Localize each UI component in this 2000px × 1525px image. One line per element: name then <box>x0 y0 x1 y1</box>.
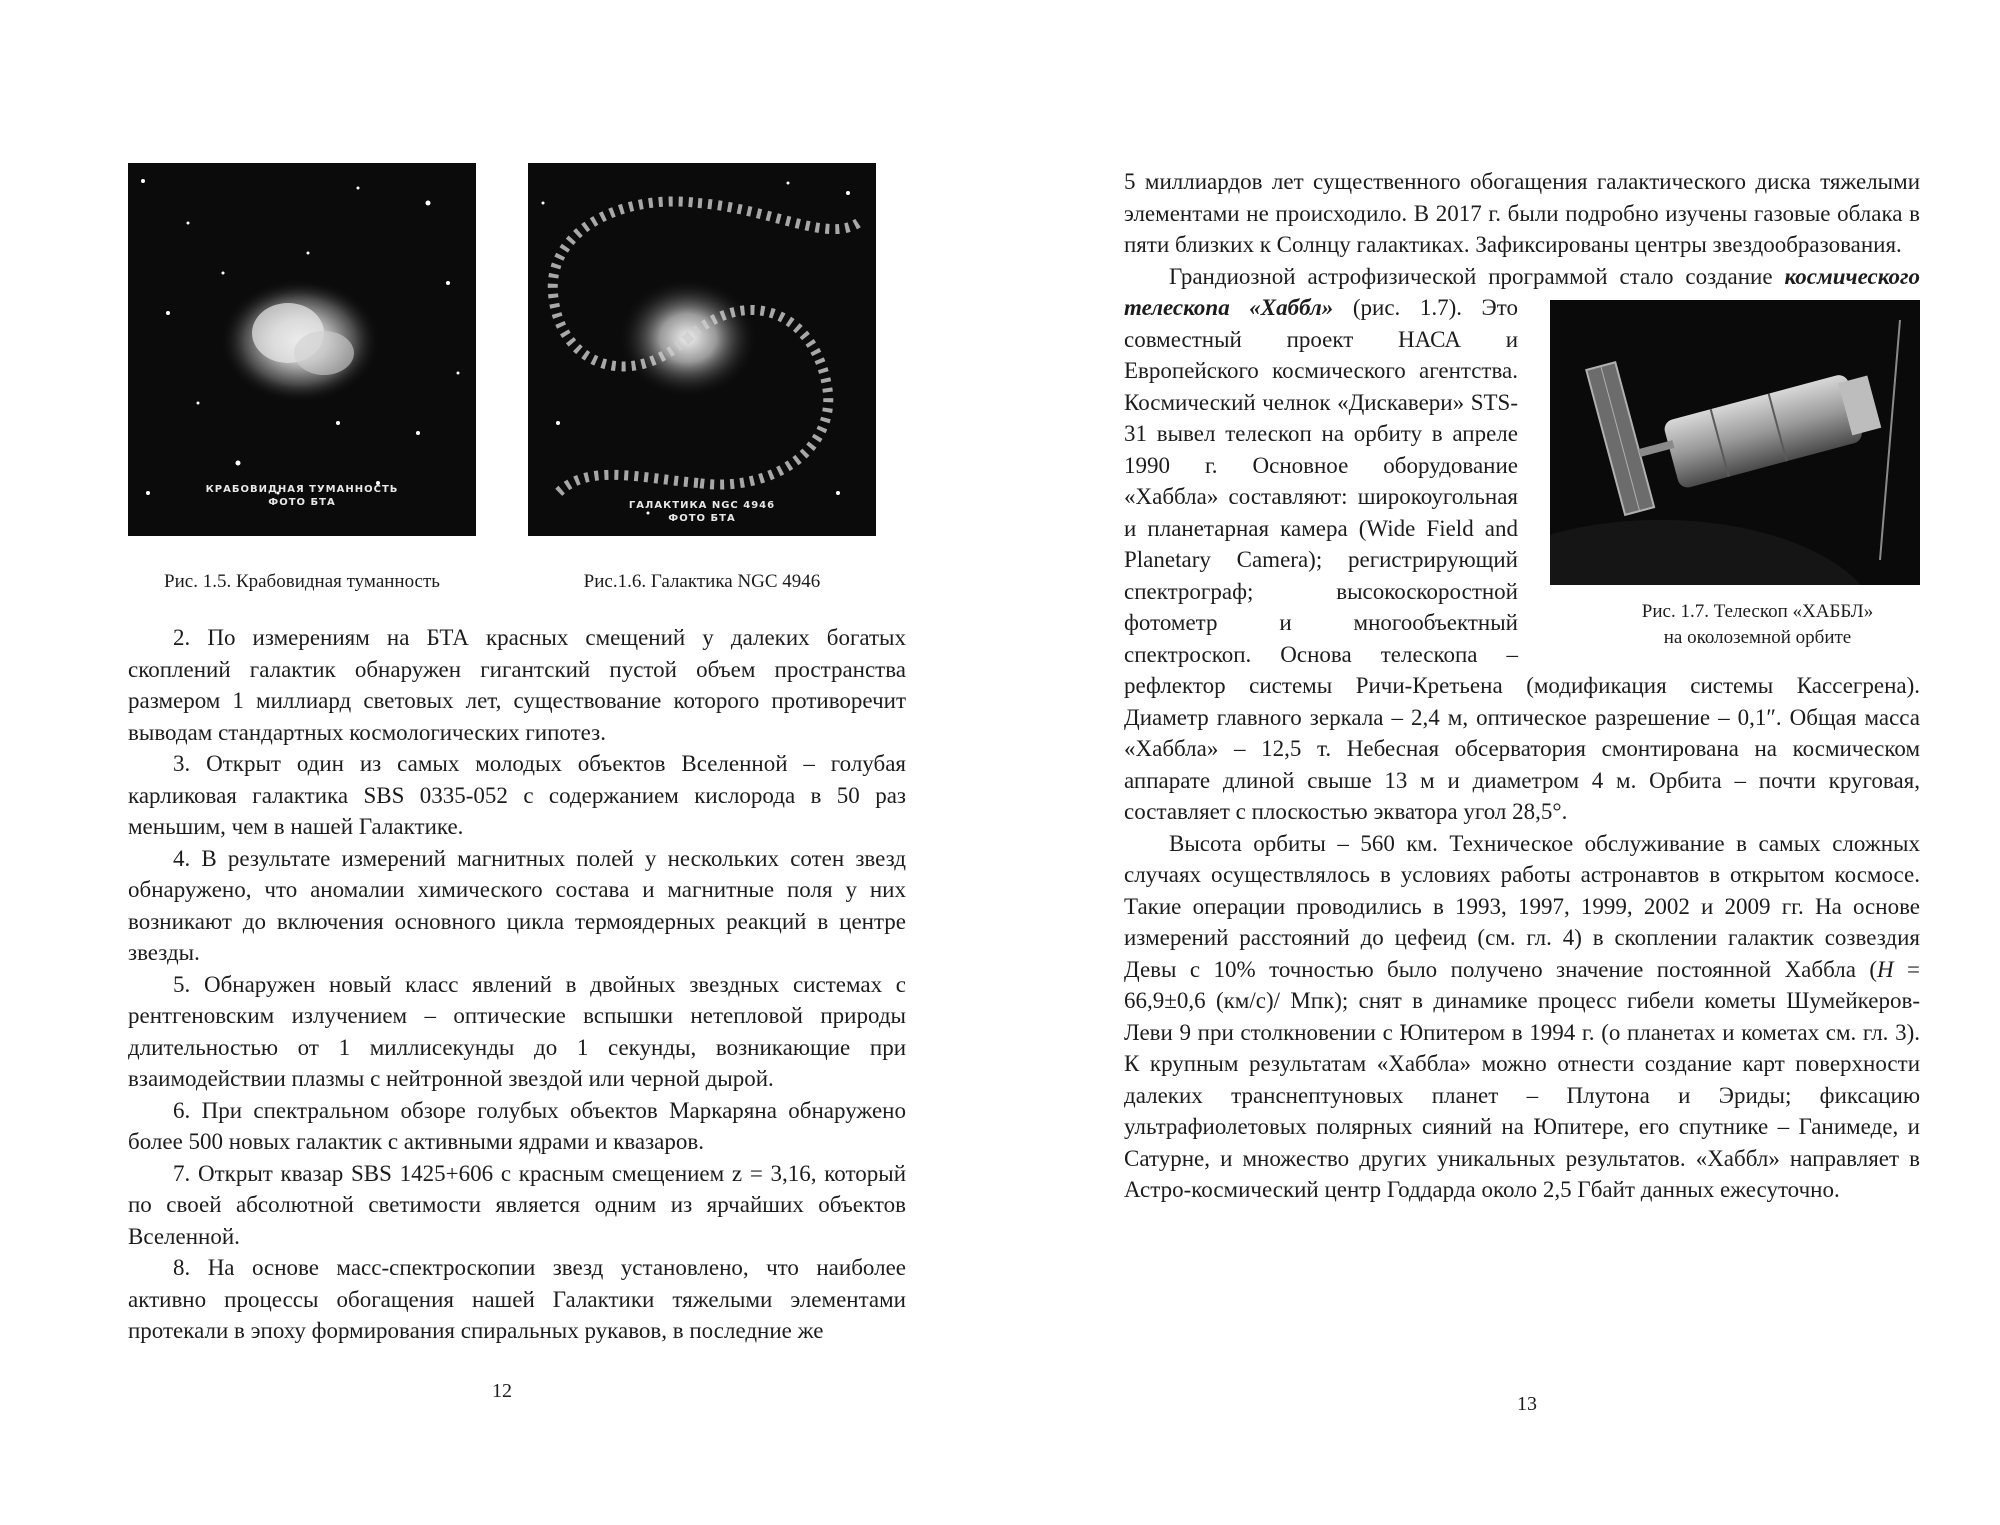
paragraph: 5 миллиардов лет существенного обогащения галактического диска тяжелыми элементами не происходило. В 2017 г. были подробно изучены газовые облака в пяти близких к Солнцу галактиках. Зафиксированы центры звездообразования. <box>1124 169 1920 257</box>
paragraph <box>1124 261 1920 828</box>
caption-line: Рис. 1.7. Телескоп «ХАББЛ» <box>1641 601 1874 622</box>
photo-label-line: ФОТО БТА <box>268 497 336 508</box>
variable-h: H <box>1876 956 1894 982</box>
paragraph: 6. При спектральном обзоре голубых объектов Маркаряна обнаружено более 500 новых галактик с активными ядрами и квазаров. <box>128 1097 906 1154</box>
photo-label-line: КРАБОВИДНАЯ ТУМАННОСТЬ <box>205 484 399 495</box>
page-number: 12 <box>492 1380 512 1402</box>
photo-label-line: ГАЛАКТИКА NGC 4946 <box>628 500 776 511</box>
paragraph: 3. Открыт один из самых молодых объектов Вселенной – голубая карликовая галактика SBS 0335-052 с содержанием кислорода в 50 раз меньшим, чем в нашей Галактике. <box>128 751 906 839</box>
crab-nebula-photo <box>128 163 476 536</box>
hubble-figure <box>1550 300 1920 651</box>
figure-caption: Рис.1.6. Галактика NGC 4946 <box>583 571 821 592</box>
figure-caption: Рис. 1.5. Крабовидная туманность <box>164 571 440 592</box>
figure-caption <box>1550 599 1920 651</box>
caption-line: на околоземной орбите <box>1663 627 1852 648</box>
paragraph: 5. Обнаружен новый класс явлений в двойных звездных системах с рентгеновским излучением – оптические вспышки нетепловой природы длительностью от 1 миллисекунды до 1 секунды, возникающие при взаимодействии плазмы с нейтронной звездой или черной дырой. <box>128 971 906 1091</box>
text-run: Грандиозной астрофизической программой стало создание <box>1169 263 1785 289</box>
right-page-text <box>1124 166 1920 1206</box>
text-run: Высота орбиты – 560 км. Техническое обслуживание в самых сложных случаях осуществлялось в условиях работы астронавтов в открытом космосе. Такие операции проводились в 1993, 1997, 1999, 2002 и 2009 гг. На основе измерений расстояний до цефеид (см. гл. 4) в скоплении галактик созвездия Девы с 10% точностью было получено значение постоянной Хаббла ( <box>1124 830 1920 982</box>
hubble-term: космического телескопа «Хаббл» <box>1124 263 1920 320</box>
hubble-telescope-photo <box>1550 300 1920 585</box>
text-run: = 66,9±0,6 (км/с)/ Мпк); снят в динамике процесс гибели кометы Шумейкеров-Леви 9 при столкновении с Юпитером в 1994 г. (о планетах и кометах см. гл. 3). К крупным результатам «Хаббла» можно отнести создание карт поверхности далеких транснептуновых планет – Плутона и Эриды; фиксацию ультрафиолетовых полярных сияний на Юпитере, его спутнике – Ганимеде, и Сатурне, и множество других уникальных результатов. «Хаббл» направляет в Астро-космический центр Годдарда около 2,5 Гбайт данных ежесуточно. <box>1124 956 1920 1202</box>
paragraph: 7. Открыт квазар SBS 1425+606 с красным смещением z = 3,16, который по своей абсолютной светимости является одним из ярчайших объектов Вселенной. <box>128 1160 906 1249</box>
photo-label-line: ФОТО БТА <box>668 513 736 524</box>
galaxy-ngc4946-photo <box>528 163 876 536</box>
page-number: 13 <box>1517 1393 1537 1415</box>
left-page-text <box>128 622 906 1347</box>
paragraph: 4. В результате измерений магнитных полей у нескольких сотен звезд обнаружено, что аномалии химического состава и магнитные поля у них возникают до включения основного цикла термоядерных реакций в центре звезды. <box>128 845 906 965</box>
paragraph: 2. По измерениям на БТА красных смещений у далеких богатых скоплений галактик обнаружен гигантский пустой объем пространства размером 1 миллиард световых лет, существование которого противоречит выводам стандартных космологических гипотез. <box>128 625 906 745</box>
paragraph: 8. На основе масс-спектроскопии звезд установлено, что наиболее активно процессы обогащения нашей Галактики тяжелыми элементами протекали в эпоху формирования спиральных рукавов, в последние же <box>128 1255 906 1343</box>
text-run: (рис. 1.7). Это совместный проект НАСА и Европейского космического агентства. Космический челнок «Дискавери» STS-31 вывел телескоп на орбиту в апреле 1990 г. Основное оборудование «Хаббла» составляют: широкоугольная и планетарная камера (Wide Field and Planetary Camera); регистрирующий спектрограф; высокоскоростной фотометр и многообъектный спектроскоп. Основа телескопа – рефлектор системы Ричи-Кретьена (модификация системы Кассегрена). Диаметр главного зеркала – 2,4 м, оптическое разрешение – 0,1″. Общая масса «Хаббла» – 12,5 т. Небесная обсерватория смонтирована на космическом аппарате длиной свыше 13 м и диаметром 4 м. Орбита – почти круговая, составляет с плоскостью экватора угол 28,5°. <box>1124 295 1920 824</box>
paragraph <box>1124 828 1920 1206</box>
right-page <box>1000 0 2000 1525</box>
